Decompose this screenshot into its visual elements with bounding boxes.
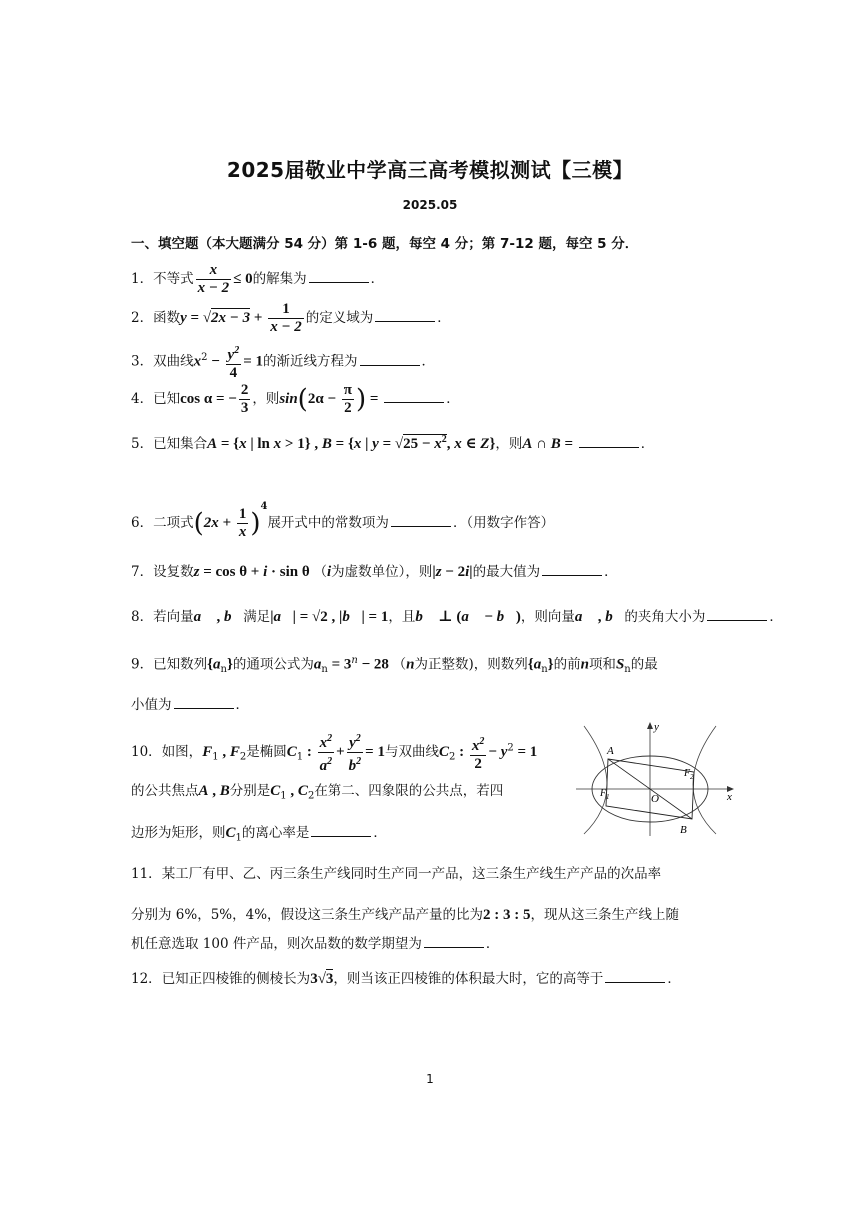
question-3: 3．双曲线$x^2$ − $\frac{y^2}{4}$ = 1的渐近线方程为 ． xyxy=(131,342,435,382)
answer-blank xyxy=(605,968,665,983)
fig-label-F2: F xyxy=(684,768,691,779)
question-1: 1．不等式 $\frac{x}{x - 2}$ ≤ 0的解集为 ． xyxy=(131,262,385,296)
question-4: 4．已知cos α = − $\frac{2}{3}$ ，则sin(2α − $\frac{\pi}{2}$ ) = ． xyxy=(131,382,460,416)
answer-blank xyxy=(424,933,484,948)
fig-label-F1: F xyxy=(600,788,607,799)
fig-label-A: A xyxy=(607,745,614,757)
question-2: 2．函数y = √2x − 3 + $\frac{1}{x - 2}$ 的定义域为 ． xyxy=(131,301,451,335)
document-title: 2025届敬业中学高三高考模拟测试【三模】 xyxy=(226,158,634,182)
answer-blank xyxy=(309,268,369,283)
question-7: 7．设复数z = cos θ + i · sin θ （i为虚数单位），则|z − 2i|的最大值为 ． xyxy=(131,561,618,582)
answer-blank xyxy=(311,822,371,837)
fig-label-y: y xyxy=(654,721,659,733)
answer-blank xyxy=(542,561,602,576)
question-9-line-2: 小值为 ． xyxy=(131,693,249,713)
answer-blank xyxy=(174,694,234,709)
question-10-line-3: 边形为矩形，则$C_1$的离心率是 ． xyxy=(131,821,387,844)
answer-blank xyxy=(707,606,767,621)
section-heading: 一、填空题（本大题满分 54 分）第 1-6 题，每空 4 分；第 7-12 题，每空 5 分． xyxy=(131,236,639,252)
question-9: 9．已知数列$\{a_n\}$的通项公式为$a_n = 3^n - 28$ （n为正整数)，则数列$\{a_n\}$的前n项和$S_n$的最 xyxy=(131,655,658,676)
fig-label-x: x xyxy=(727,791,732,803)
answer-blank xyxy=(360,351,420,366)
ellipse-hyperbola-figure xyxy=(576,718,738,838)
question-6: 6．二项式(2x + $\frac{1}{x}$ )$^4$展开式中的常数项为 ．（用数字作答） xyxy=(131,501,555,540)
answer-blank xyxy=(391,512,451,527)
answer-blank xyxy=(384,388,444,403)
page-number: 1 xyxy=(426,1072,434,1086)
question-11: 11．某工厂有甲、乙、丙三条生产线同时生产同一产品，这三条生产线生产产品的次品率 xyxy=(131,866,662,882)
question-8: 8．若向量a⃗ , b⃗满足|a⃗| = √2 , |b⃗| = 1，且b⃗ ⊥ (a⃗ − b⃗)，则向量a⃗ , b⃗的夹角大小为 ． xyxy=(131,606,783,627)
fig-label-F2-sub: 2 xyxy=(690,773,694,781)
answer-blank xyxy=(579,433,639,448)
fig-label-F1-sub: 1 xyxy=(606,793,610,801)
fig-label-origin: O xyxy=(651,793,659,805)
question-12: 12．已知正四棱锥的侧棱长为3√3，则当该正四棱锥的体积最大时，它的高等于 ． xyxy=(131,968,681,989)
answer-blank xyxy=(375,307,435,322)
question-10-line-2: 的公共焦点A , B分别是$C_1$ , $C_2$在第二、四象限的公共点，若四 xyxy=(131,783,504,802)
question-10: 10．如图，$F_1$ , $F_2$是椭圆$C_1$ : $\frac{x^2}{a^2}$ + $\frac{y^2}{b^2}$ = 1与双曲线$C_2$ : $\frac{x^2}{2}$ − $y^2 = 1$ xyxy=(131,730,537,775)
question-11-line-3: 机任意选取 100 件产品，则次品数的数学期望为 ． xyxy=(131,932,499,952)
fig-label-B: B xyxy=(680,824,687,836)
document-date: 2025.05 xyxy=(402,198,458,212)
question-11-line-2: 分别为 6%，5%，4%，假设这三条生产线产品产量的比为2 : 3 : 5，现从这三条生产线上随 xyxy=(131,907,680,923)
question-5: 5．已知集合A = {x | ln x > 1} , B = {x | $y = √25 - x^2$, x ∈ Z}，则A ∩ B = ． xyxy=(131,434,655,452)
